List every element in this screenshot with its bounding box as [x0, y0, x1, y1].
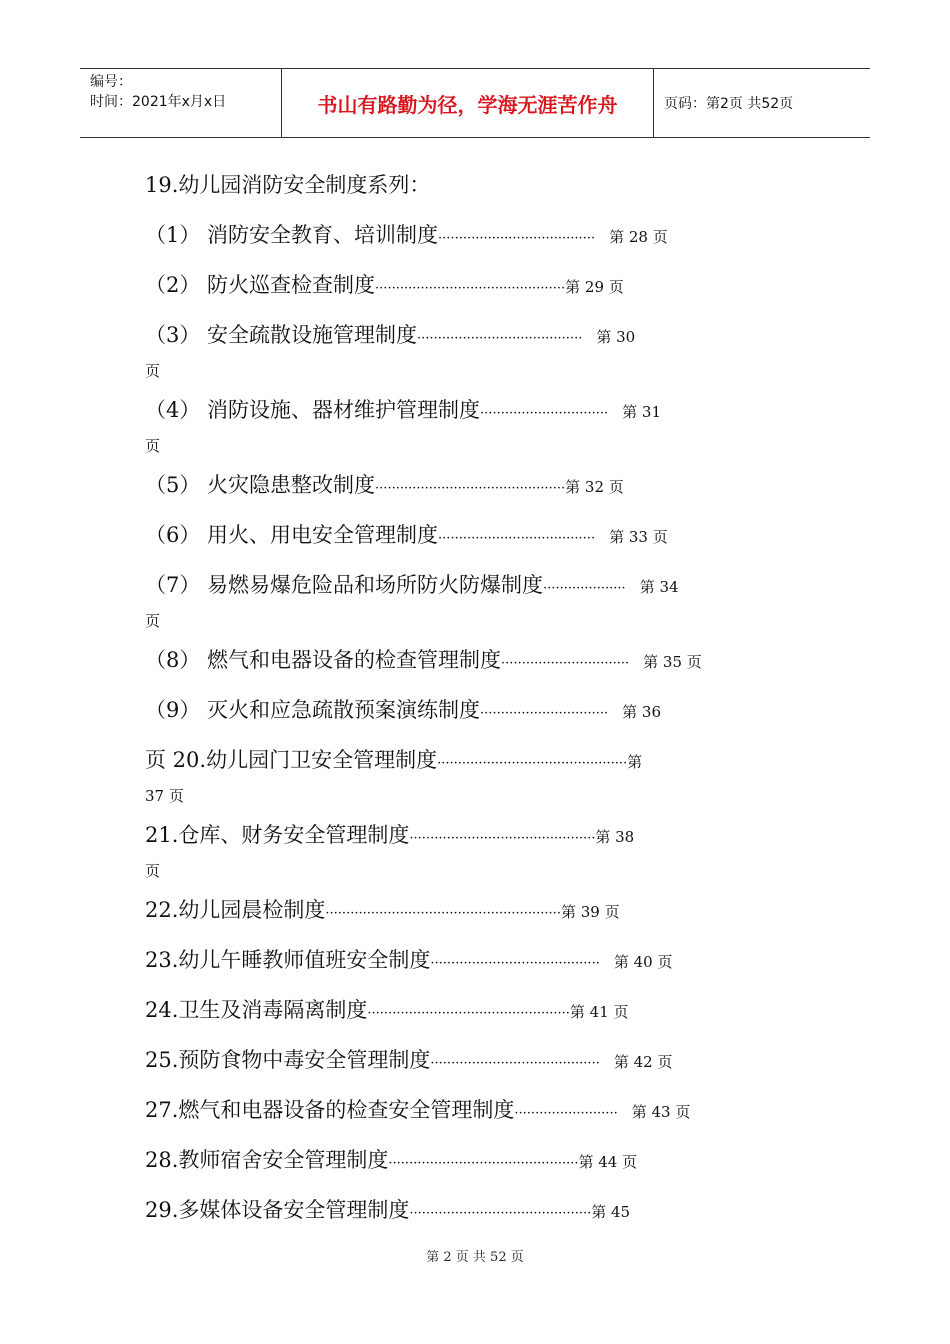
toc-entry-title: （3） 安全疏散设施管理制度	[145, 323, 418, 347]
table-of-contents	[145, 165, 815, 1240]
toc-leader-dots: ·········································	[430, 1056, 600, 1071]
toc-entry-title: 25.预防食物中毒安全管理制度	[145, 1048, 431, 1072]
toc-entry[interactable]	[145, 690, 815, 740]
toc-leader-dots: ············································	[409, 1206, 592, 1221]
toc-page-number: 第 41 页	[569, 1003, 629, 1021]
toc-page-number: 第 43 页	[631, 1103, 691, 1121]
header-motto: 书山有路勤为径，学海无涯苦作舟	[282, 69, 654, 137]
toc-entry-title: 24.卫生及消毒隔离制度	[145, 998, 368, 1022]
toc-leader-dots: ·······························	[501, 656, 630, 671]
toc-page-continuation: 页	[145, 862, 161, 880]
document-header	[80, 68, 870, 138]
toc-entry-title: 23.幼儿午睡教师值班安全制度	[145, 948, 431, 972]
document-number-label: 编号：	[90, 74, 132, 90]
toc-entry-title: 19.幼儿园消防安全制度系列：	[145, 173, 431, 197]
toc-leader-dots: ··············································	[388, 1156, 579, 1171]
toc-entry-title: （4） 消防设施、器材维护管理制度	[145, 398, 481, 422]
toc-page-number: 第 29 页	[565, 278, 624, 296]
header-page-info: 页码：第2页 共52页	[664, 96, 794, 112]
toc-entry[interactable]	[145, 165, 815, 215]
toc-page-number: 第 42 页	[613, 1053, 673, 1071]
toc-entry[interactable]	[145, 740, 815, 815]
toc-entry-title: 21.仓库、财务安全管理制度	[145, 823, 410, 847]
toc-page-continuation: 37 页	[145, 787, 184, 805]
toc-page-number: 第 28 页	[609, 228, 668, 246]
toc-page-continuation: 页	[145, 612, 161, 630]
toc-entry-title: （7） 易燃易爆危险品和场所防火防爆制度	[145, 573, 544, 597]
toc-leader-dots: ····················	[543, 581, 626, 596]
toc-leader-dots: ··············································	[375, 481, 566, 496]
toc-page-number: 第 34	[639, 578, 679, 596]
toc-leader-dots: ·······························	[480, 406, 609, 421]
toc-entry[interactable]	[145, 1190, 815, 1240]
toc-leader-dots: ·························	[514, 1106, 618, 1121]
toc-page-number: 第 45	[591, 1203, 631, 1221]
document-date: 时间：2021年x月x日	[90, 94, 227, 110]
toc-page-number: 第 38	[595, 828, 635, 846]
toc-entry[interactable]	[145, 990, 815, 1040]
toc-leader-dots: ··············································	[437, 756, 628, 771]
toc-entry-title: 27.燃气和电器设备的检查安全管理制度	[145, 1098, 515, 1122]
toc-entry[interactable]	[145, 940, 815, 990]
toc-entry[interactable]	[145, 515, 815, 565]
toc-page-number: 第 33 页	[609, 528, 668, 546]
toc-entry[interactable]	[145, 315, 815, 390]
toc-leader-dots: ·······························	[480, 706, 609, 721]
toc-entry-title: 28.教师宿舍安全管理制度	[145, 1148, 389, 1172]
toc-entry-title: （9） 灭火和应急疏散预案演练制度	[145, 698, 481, 722]
toc-entry-title: （8） 燃气和电器设备的检查管理制度	[145, 648, 502, 672]
toc-page-number: 第 31	[622, 403, 662, 421]
toc-leader-dots: ······································	[438, 231, 596, 246]
toc-entry[interactable]	[145, 1090, 815, 1140]
toc-entry-title: 页 20.幼儿园门卫安全管理制度	[145, 748, 438, 772]
toc-page-number: 第 39 页	[560, 903, 620, 921]
toc-entry[interactable]	[145, 640, 815, 690]
toc-page-number: 第 35 页	[643, 653, 702, 671]
toc-entry[interactable]	[145, 215, 815, 265]
toc-page-number: 第 30	[596, 328, 636, 346]
toc-page-continuation: 页	[145, 437, 161, 455]
toc-entry-title: 22.幼儿园晨检制度	[145, 898, 326, 922]
toc-leader-dots: ·············································	[409, 831, 596, 846]
header-meta	[80, 69, 282, 137]
toc-entry[interactable]	[145, 815, 815, 890]
toc-entry[interactable]	[145, 465, 815, 515]
toc-leader-dots: ·························································	[325, 906, 561, 921]
toc-leader-dots: ·················································	[367, 1006, 570, 1021]
page-footer: 第 2 页 共 52 页	[426, 1250, 524, 1265]
toc-entry-title: （6） 用火、用电安全管理制度	[145, 523, 439, 547]
toc-entry[interactable]	[145, 265, 815, 315]
toc-page-number: 第	[627, 753, 643, 771]
toc-page-number: 第 36	[622, 703, 662, 721]
toc-entry[interactable]	[145, 390, 815, 465]
toc-entry[interactable]	[145, 565, 815, 640]
toc-page-number: 第 44 页	[578, 1153, 638, 1171]
toc-entry-title: （1） 消防安全教育、培训制度	[145, 223, 439, 247]
toc-leader-dots: ·········································	[430, 956, 600, 971]
toc-page-number: 第 40 页	[613, 953, 673, 971]
toc-entry[interactable]	[145, 890, 815, 940]
toc-entry[interactable]	[145, 1140, 815, 1190]
toc-leader-dots: ······································	[438, 531, 596, 546]
toc-page-number: 第 32 页	[565, 478, 624, 496]
toc-page-continuation: 页	[145, 362, 161, 380]
toc-leader-dots: ········································	[417, 331, 583, 346]
toc-entry-title: （2） 防火巡查检查制度	[145, 273, 376, 297]
toc-leader-dots: ··············································	[375, 281, 566, 296]
toc-entry-title: 29.多媒体设备安全管理制度	[145, 1198, 410, 1222]
toc-entry[interactable]	[145, 1040, 815, 1090]
toc-entry-title: （5） 火灾隐患整改制度	[145, 473, 376, 497]
